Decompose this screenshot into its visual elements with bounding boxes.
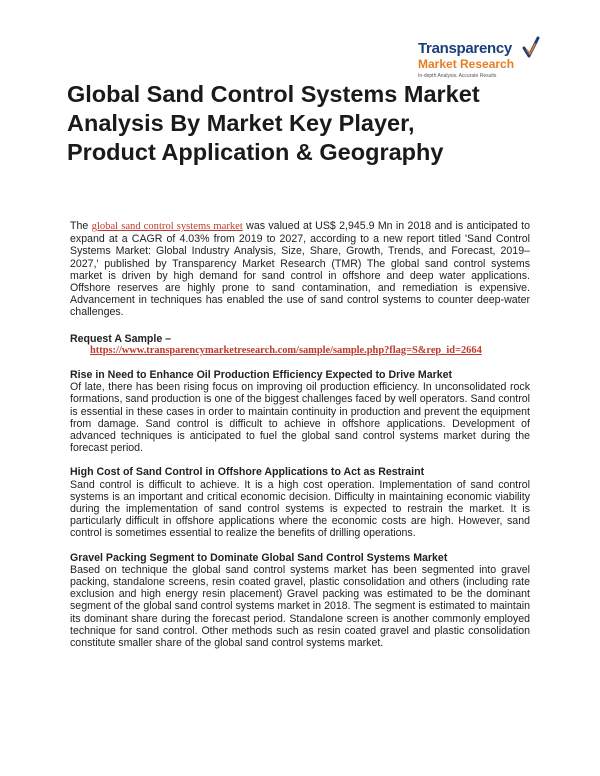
section-3: [70, 552, 530, 650]
checkmark-logo-icon: [522, 36, 540, 62]
request-sample-link[interactable]: https://www.transparencymarketresearch.com/sample/sample.php?flag=S&rep_id=2664: [90, 344, 482, 356]
request-sample: [70, 333, 530, 357]
section-heading: High Cost of Sand Control in Offshore Applications to Act as Restraint: [70, 466, 425, 479]
request-sample-heading: Request A Sample –: [70, 332, 172, 345]
section-text: Of late, there has been rising focus on improving oil production efficiency. In unconsolidated rock formations, sand production is one of the biggest challenges faced by well operators. Sand control is essential in these cases in order to maintain continuity in production and prevent the equipment from damage. Sand control is difficult to achieve in offshore applications. Development of advanced techniques is anticipated to fuel the global sand control systems market during the forecast period.: [70, 381, 530, 455]
logo-name-line1: Transparency: [418, 40, 512, 57]
section-1: [70, 369, 530, 454]
intro-text: was valued at US$ 2,945.9 Mn in 2018 and is anticipated to expand at a CAGR of 4.03% from 2019 to 2027, according to a new report titled 'Sand Control Systems Market: Global Industry Analysis, Size, Share, Growth, Trends, and Forecast, 2019–2027,' published by Transparency Market Research (TMR) The global sand control systems market is driven by high demand for sand control in offshore and deep water applications. Offshore reserves are highly prone to sand contamination, and remediation is expensive. Advancement in techniques has enabled the use of sand control systems to counter deep-water challenges.: [70, 220, 530, 319]
intro-prefix: The: [70, 220, 89, 232]
page-title: Global Sand Control Systems Market Analysis By Market Key Player, Product Application & Geography: [67, 81, 480, 165]
logo-name-line2: Market Research: [418, 57, 515, 71]
company-logo: [418, 36, 538, 82]
section-heading: Rise in Need to Enhance Oil Production Efficiency Expected to Drive Market: [70, 369, 453, 382]
section-2: [70, 466, 530, 539]
logo-tagline: In-depth Analysis. Accurate Results: [418, 73, 497, 79]
section-text: Sand control is difficult to achieve. It is a high cost operation. Implementation of sand control systems is an important and critical economic decision. Difficulty in maintaining economic viability during the implementation of sand control systems is expected to restrain the market. It is particularly difficult in offshore applications where the economic costs are high. However, sand control is sometimes essential to realize the benefits of drilling operations.: [70, 478, 530, 540]
section-text: Based on technique the global sand control systems market has been segmented into gravel packing, standalone screens, resin coated gravel, plastic consolidation and others (including rate exclusion and high energy resin placement) Gravel packing was estimated to be the dominant segment of the global sand control systems market in 2018. The segment is estimated to maintain its dominant share during the forecast period. Standalone screen is another commonly employed technique for sand control. Other methods such as resin coated gravel and plastic consolidation constitute smaller share of the global sand control systems market.: [70, 563, 530, 650]
article-body: [70, 220, 530, 661]
market-report-link[interactable]: global sand control systems market: [91, 221, 243, 232]
intro-paragraph: [70, 220, 530, 319]
section-heading: Gravel Packing Segment to Dominate Global Sand Control Systems Market: [70, 551, 448, 564]
